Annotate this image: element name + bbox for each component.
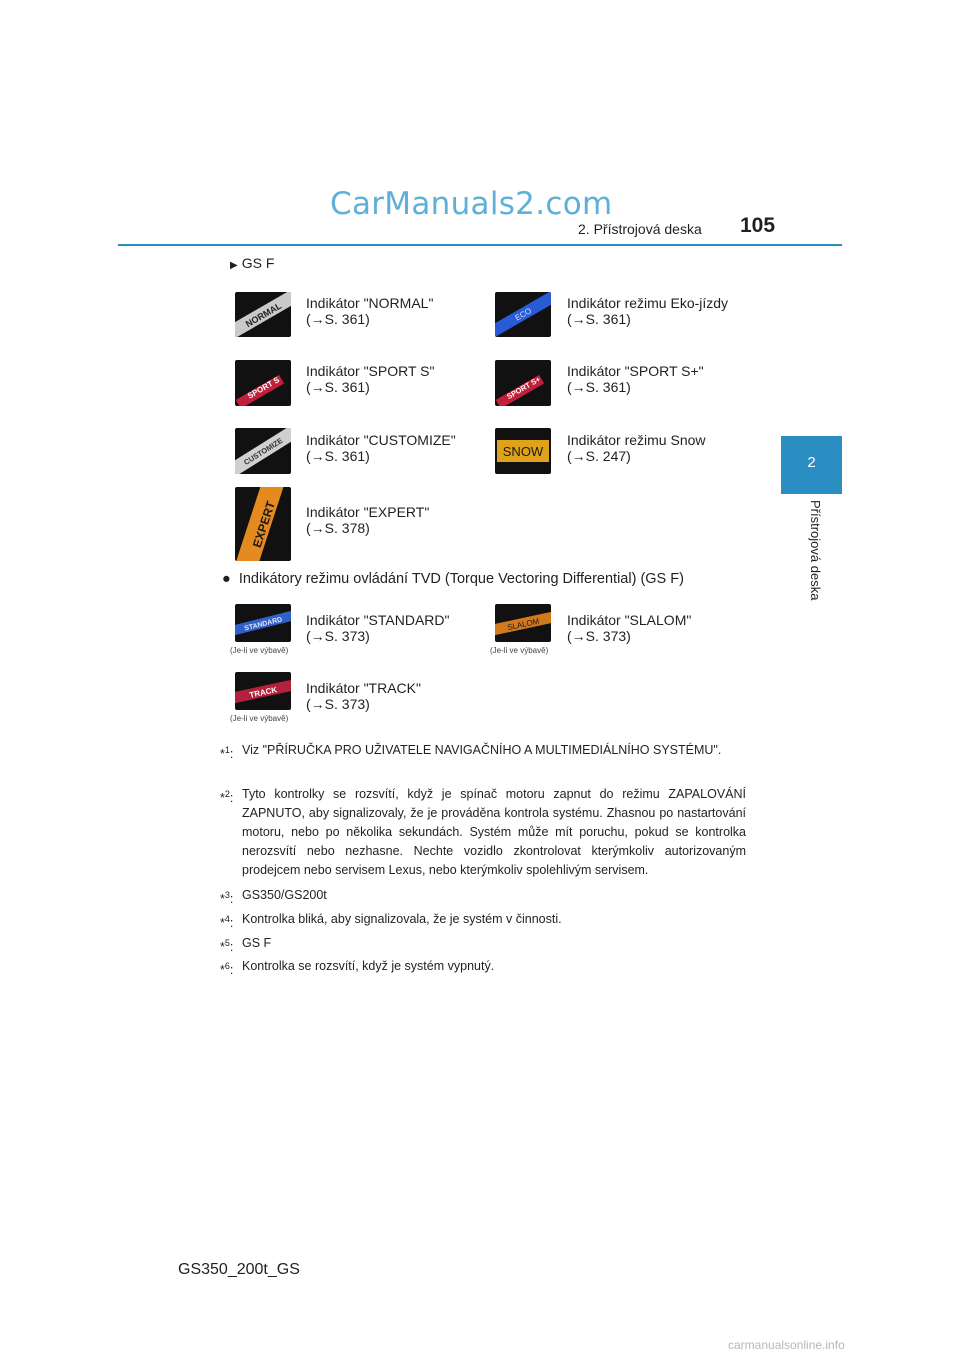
- footnote-text: Kontrolka bliká, aby signalizovala, že je systém v činnosti.: [242, 912, 562, 926]
- normal-indicator-label: [306, 295, 433, 327]
- sport-s-indicator-label: [306, 363, 434, 395]
- normal-indicator-icon: [235, 292, 291, 337]
- tvd-heading: [222, 571, 684, 587]
- page-reference-link[interactable]: (→S. 378): [306, 520, 370, 536]
- label-line1: Indikátor režimu Eko-jízdy: [567, 295, 729, 311]
- subsection-heading: [230, 255, 274, 271]
- eco-indicator-label: [567, 295, 728, 327]
- footnote-5: [220, 934, 746, 953]
- footnote-marker: *$^2$:: [220, 789, 234, 806]
- expert-icon-text: EXPERT: [249, 499, 279, 550]
- label-line1: Indikátor "NORMAL": [306, 295, 434, 311]
- label-line1: Indikátor "STANDARD": [306, 612, 450, 628]
- customize-icon-text: CUSTOMIZE: [242, 435, 285, 467]
- snow-indicator-icon: [495, 428, 551, 474]
- page-number: 105: [740, 214, 776, 237]
- footnote-6: [220, 957, 746, 976]
- customize-indicator-icon: [235, 428, 291, 474]
- footnote-marker: *$^3$:: [220, 890, 234, 907]
- footnote-2: [220, 785, 746, 880]
- footnote-marker: *$^1$:: [220, 745, 234, 762]
- normal-icon-text: NORMAL: [243, 300, 284, 330]
- eco-indicator-icon: [495, 292, 551, 337]
- watermark-carmanuals2: CarManuals2.com: [330, 186, 613, 222]
- customize-indicator-label: [306, 432, 456, 464]
- standard-indicator-label: [306, 612, 450, 644]
- footnote-4: [220, 910, 746, 929]
- footnote-text: GS F: [242, 936, 272, 950]
- track-icon-text: TRACK: [248, 685, 278, 700]
- page-reference-link[interactable]: (→S. 361): [567, 379, 631, 395]
- equipment-note: (Je-li ve výbavě): [490, 646, 549, 655]
- footnote-3: [220, 886, 746, 905]
- footnote-text: Kontrolka se rozsvítí, když je systém vypnutý.: [242, 959, 495, 973]
- page-reference-link[interactable]: (→S. 373): [306, 628, 370, 644]
- sport-s-indicator-icon: [235, 360, 291, 406]
- section-title: 2. Přístrojová deska: [578, 221, 702, 237]
- page-reference-link[interactable]: (→S. 361): [306, 379, 370, 395]
- page-reference-link[interactable]: (→S. 373): [567, 628, 631, 644]
- page-reference-link[interactable]: (→S. 361): [567, 311, 631, 327]
- footnote-text: Viz "PŘÍRUČKA PRO UŽIVATELE NAVIGAČNÍHO A MULTIMEDIÁLNÍHO SYSTÉMU".: [242, 743, 722, 757]
- sport-s-plus-indicator-icon: [495, 360, 551, 406]
- footnote-marker: *$^4$:: [220, 914, 234, 931]
- page-reference-link[interactable]: (→S. 373): [306, 696, 370, 712]
- page-reference-link[interactable]: (→S. 361): [306, 311, 370, 327]
- page-reference-link[interactable]: (→S. 247): [567, 448, 631, 464]
- slalom-indicator-icon: [495, 604, 551, 642]
- standard-indicator-icon: [235, 604, 291, 642]
- label-line1: Indikátor "SPORT S": [306, 363, 435, 379]
- equipment-note: (Je-li ve výbavě): [230, 646, 289, 655]
- sport-s-icon-text: SPORT S: [246, 375, 281, 401]
- chapter-tab-label: Přístrojová deska: [808, 500, 823, 601]
- footnote-marker: *$^5$:: [220, 938, 234, 955]
- standard-icon-text: STANDARD: [243, 616, 284, 633]
- equipment-note: (Je-li ve výbavě): [230, 714, 289, 723]
- footnote-1: [220, 741, 746, 760]
- footnote-text: GS350/GS200t: [242, 888, 327, 902]
- expert-indicator-label: [306, 504, 429, 536]
- track-indicator-icon: [235, 672, 291, 710]
- snow-icon-text: SNOW: [502, 444, 544, 459]
- watermark-carmanualsonline: carmanualsonline.info: [728, 1338, 845, 1352]
- label-line1: Indikátor "SLALOM": [567, 612, 692, 628]
- sport-s-plus-icon-text: SPORT S+: [505, 374, 542, 402]
- slalom-indicator-label: [567, 612, 691, 644]
- subsection-text: GS F: [241, 255, 275, 271]
- footer-model-code: GS350_200t_GS: [178, 1261, 300, 1278]
- label-line1: Indikátor režimu Snow: [567, 432, 706, 448]
- expert-indicator-icon: [235, 487, 291, 561]
- eco-icon-text: ECO: [513, 306, 534, 323]
- tvd-heading-text: Indikátory režimu ovládání TVD (Torque Vectoring Differential) (GS F): [238, 571, 684, 587]
- label-line1: Indikátor "CUSTOMIZE": [306, 432, 456, 448]
- chapter-tab-number: 2: [807, 454, 816, 471]
- header-rule: [118, 244, 842, 246]
- label-line1: Indikátor "SPORT S+": [567, 363, 704, 379]
- track-indicator-label: [306, 680, 421, 712]
- snow-indicator-label: [567, 432, 706, 464]
- bullet-icon: ●: [222, 571, 231, 587]
- triangle-bullet-icon: ▶: [230, 260, 238, 271]
- label-line1: Indikátor "TRACK": [306, 680, 421, 696]
- label-line1: Indikátor "EXPERT": [306, 504, 430, 520]
- slalom-icon-text: SLALOM: [506, 616, 541, 633]
- sport-s-plus-indicator-label: [567, 363, 704, 395]
- footnote-marker: *$^6$:: [220, 961, 234, 978]
- footnote-text: Tyto kontrolky se rozsvítí, když je spínač motoru zapnut do režimu ZAPALOVÁNÍ ZAPNUTO, aby signalizovaly, že je prováděna kontrola systému. Zhasnou po nastartování motoru, nebo po několika sekundách. Systém může mít poruchu, pokud se kontrolka nerozsvítí nebo nezhasne. Nechte vozidlo zkontrolovat kterýmkoliv autorizovaným prodejcem nebo servisem Lexus, nebo kterýmkoliv spolehlivým servisem.: [242, 787, 746, 877]
- page-reference-link[interactable]: (→S. 361): [306, 448, 370, 464]
